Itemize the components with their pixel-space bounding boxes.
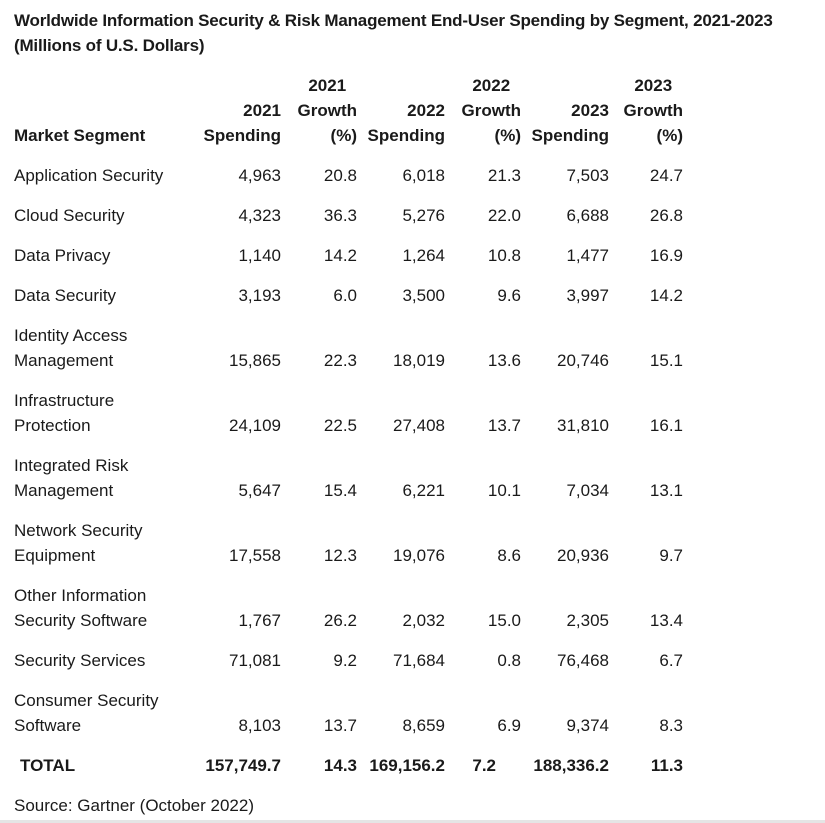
cell-2021-growth: 9.2 [333, 651, 357, 670]
cell-2023-spending: 7,034 [566, 481, 609, 500]
cell-2021-growth: 14.2 [323, 246, 357, 265]
cell-2022-growth: 10.8 [487, 246, 521, 265]
cell-2021-spending: 4,963 [238, 166, 281, 185]
total-2022-spending: 169,156.2 [369, 756, 445, 775]
cell-2023-spending: 76,468 [557, 651, 609, 670]
total-2021-spending: 157,749.7 [205, 756, 281, 775]
cell-2023-growth: 8.3 [659, 716, 683, 735]
cell-2022-growth: 8.6 [497, 546, 521, 565]
cell-2022-spending: 6,018 [402, 166, 445, 185]
market-segment-label: Other Information Security Software [14, 586, 148, 630]
cell-2021-spending: 4,323 [238, 206, 281, 225]
header-market-segment: Market Segment [14, 126, 146, 145]
cell-2021-spending: 1,140 [238, 246, 281, 265]
source-note: Source: Gartner (October 2022) [14, 796, 255, 815]
total-2021-growth: 14.3 [323, 756, 357, 775]
cell-2021-growth: 26.2 [323, 611, 357, 630]
cell-2022-spending: 8,659 [402, 716, 445, 735]
cell-2023-growth: 16.1 [649, 416, 683, 435]
cell-2022-growth: 21.3 [487, 166, 521, 185]
cell-2021-spending: 5,647 [238, 481, 281, 500]
cell-2023-growth: 24.7 [649, 166, 683, 185]
cell-2022-spending: 71,684 [393, 651, 445, 670]
cell-2022-spending: 6,221 [402, 481, 445, 500]
total-2022-growth: 7.2 [472, 756, 496, 775]
cell-2023-growth: 6.7 [659, 651, 683, 670]
cell-2021-growth: 22.3 [323, 351, 357, 370]
cell-2023-growth: 26.8 [649, 206, 683, 225]
cell-2021-spending: 15,865 [229, 351, 281, 370]
cell-2022-spending: 1,264 [402, 246, 445, 265]
market-segment-label: Integrated Risk Management [14, 456, 129, 500]
cell-2021-spending: 8,103 [238, 716, 281, 735]
market-segment-label: Identity Access Management [14, 326, 128, 370]
cell-2022-spending: 19,076 [393, 546, 445, 565]
market-segment-label: Security Services [14, 651, 146, 670]
cell-2023-spending: 31,810 [557, 416, 609, 435]
header-2021-growth: 2021 Growth (%) [297, 76, 357, 145]
cell-2022-growth: 15.0 [487, 611, 521, 630]
page-title: Worldwide Information Security & Risk Management End-User Spending by Segment, 2021-2023 (Millions of U.S. Dollars) [14, 11, 773, 55]
cell-2023-spending: 20,936 [557, 546, 609, 565]
market-segment-label: Application Security [14, 166, 164, 185]
cell-2022-growth: 9.6 [497, 286, 521, 305]
cell-2022-growth: 13.6 [487, 351, 521, 370]
cell-2021-growth: 36.3 [323, 206, 357, 225]
market-segment-label: Data Security [14, 286, 117, 305]
cell-2021-spending: 17,558 [229, 546, 281, 565]
cell-2023-growth: 13.1 [649, 481, 683, 500]
market-segment-label: Infrastructure Protection [14, 391, 115, 435]
cell-2022-spending: 27,408 [393, 416, 445, 435]
cell-2021-growth: 12.3 [323, 546, 357, 565]
total-2023-spending: 188,336.2 [533, 756, 609, 775]
cell-2022-growth: 0.8 [497, 651, 521, 670]
cell-2021-spending: 3,193 [238, 286, 281, 305]
cell-2023-growth: 16.9 [649, 246, 683, 265]
cell-2023-spending: 7,503 [566, 166, 609, 185]
header-2022-growth: 2022 Growth (%) [461, 76, 521, 145]
cell-2022-growth: 6.9 [497, 716, 521, 735]
cell-2021-spending: 1,767 [238, 611, 281, 630]
cell-2022-spending: 18,019 [393, 351, 445, 370]
cell-2023-spending: 9,374 [566, 716, 609, 735]
cell-2021-growth: 20.8 [323, 166, 357, 185]
total-label: TOTAL [20, 756, 76, 775]
cell-2021-growth: 22.5 [323, 416, 357, 435]
market-segment-label: Network Security Equipment [14, 521, 143, 565]
cell-2023-growth: 15.1 [649, 351, 683, 370]
cell-2022-growth: 13.7 [487, 416, 521, 435]
cell-2023-spending: 20,746 [557, 351, 609, 370]
cell-2022-spending: 5,276 [402, 206, 445, 225]
cell-2023-growth: 13.4 [649, 611, 683, 630]
cell-2023-growth: 9.7 [659, 546, 683, 565]
cell-2021-growth: 15.4 [323, 481, 357, 500]
cell-2023-spending: 3,997 [566, 286, 609, 305]
cell-2022-growth: 10.1 [487, 481, 521, 500]
total-2023-growth: 11.3 [650, 756, 683, 775]
header-2021-spending: 2021 Spending [203, 101, 281, 145]
cell-2022-spending: 3,500 [402, 286, 445, 305]
market-segment-label: Data Privacy [14, 246, 111, 265]
header-2022-spending: 2022 Spending [367, 101, 445, 145]
cell-2023-growth: 14.2 [649, 286, 683, 305]
cell-2023-spending: 6,688 [566, 206, 609, 225]
cell-2023-spending: 1,477 [566, 246, 609, 265]
market-segment-label: Consumer Security Software [14, 691, 159, 735]
cell-2021-growth: 6.0 [333, 286, 357, 305]
market-segment-label: Cloud Security [14, 206, 125, 225]
cell-2021-spending: 71,081 [229, 651, 281, 670]
header-2023-growth: 2023 Growth (%) [623, 76, 683, 145]
cell-2021-spending: 24,109 [229, 416, 281, 435]
cell-2022-growth: 22.0 [487, 206, 521, 225]
cell-2021-growth: 13.7 [323, 716, 357, 735]
header-2023-spending: 2023 Spending [531, 101, 609, 145]
cell-2023-spending: 2,305 [566, 611, 609, 630]
cell-2022-spending: 2,032 [402, 611, 445, 630]
